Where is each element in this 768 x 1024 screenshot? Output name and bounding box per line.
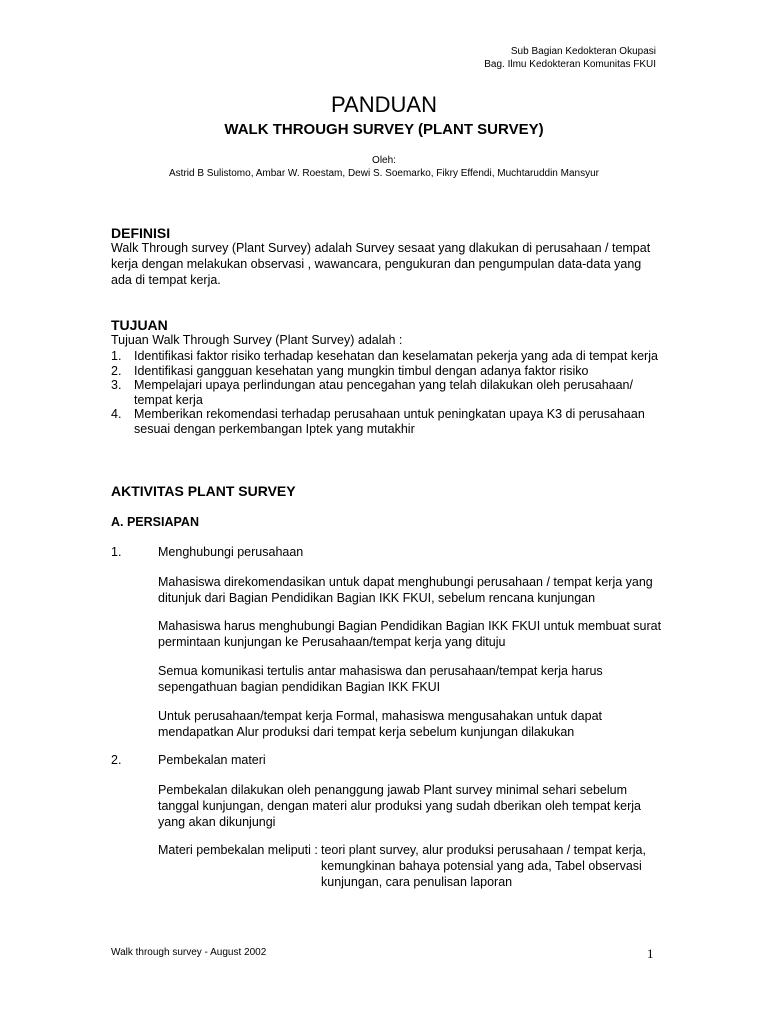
tujuan-heading: TUJUAN bbox=[111, 317, 168, 333]
materi-definition-row bbox=[158, 842, 658, 890]
step-2-paragraph: Pembekalan dilakukan oleh penanggung jawab Plant survey minimal sehari sebelum tanggal kunjungan, dengan materi alur produksi yang sudah dberikan oleh tempat kerja yang akan dikunjungi bbox=[158, 783, 641, 829]
step-1-number: 1. bbox=[111, 545, 122, 559]
document-subtitle: WALK THROUGH SURVEY (PLANT SURVEY) bbox=[224, 121, 544, 138]
list-item-text: Identifikasi faktor risiko terhadap kesehatan dan keselamatan pekerja yang ada di tempat kerja bbox=[134, 349, 658, 363]
list-item-number: 1. bbox=[111, 349, 122, 363]
list-item-number: 2. bbox=[111, 363, 122, 378]
materi-term: Materi pembekalan meliputi : bbox=[158, 843, 318, 857]
list-item-number: 3. bbox=[111, 378, 122, 392]
page-number: 1 bbox=[647, 946, 654, 961]
section-a-heading: A. PERSIAPAN bbox=[111, 515, 199, 529]
step-2-label: Pembekalan materi bbox=[158, 753, 266, 767]
list-item bbox=[111, 378, 671, 407]
step-1-label: Menghubungi perusahaan bbox=[158, 545, 304, 559]
definisi-text: Walk Through survey (Plant Survey) adalah Survey sesaat yang dlakukan di perusahaan / tempat kerja dengan melakukan observasi , wawancara, pengukuran dan pengumpulan data-data yang ada di tempat kerja. bbox=[111, 241, 651, 287]
step-1-heading bbox=[111, 545, 303, 560]
list-item bbox=[111, 407, 671, 436]
step-1-paragraph: Mahasiswa harus menghubungi Bagian Pendidikan Bagian IKK FKUI untuk membuat surat permintaan kunjungan ke Perusahaan/tempat kerja yang dituju bbox=[158, 619, 662, 649]
institution-line-2: Bag. Ilmu Kedokteran Komunitas FKUI bbox=[484, 59, 656, 70]
list-item-text: Identifikasi gangguan kesehatan yang mungkin timbul dengan adanya faktor risiko bbox=[134, 363, 589, 378]
document-title: PANDUAN bbox=[331, 92, 437, 117]
tujuan-list bbox=[111, 349, 671, 436]
step-1-paragraph: Semua komunikasi tertulis antar mahasiswa dan perusahaan/tempat kerja harus sepengathuan bagian pendidikan Bagian IKK FKUI bbox=[158, 664, 603, 694]
by-label: Oleh: bbox=[372, 155, 396, 166]
step-2-number: 2. bbox=[111, 753, 122, 767]
list-item-number: 4. bbox=[111, 407, 122, 421]
page-footer: Walk through survey - August 2002 bbox=[111, 947, 267, 958]
aktivitas-heading: AKTIVITAS PLANT SURVEY bbox=[111, 483, 296, 499]
materi-description: teori plant survey, alur produksi perusahaan / tempat kerja, kemungkinan bahaya potensial yang ada, Tabel observasi kunjungan, cara penulisan laporan bbox=[321, 843, 646, 889]
step-1-paragraph: Untuk perusahaan/tempat kerja Formal, mahasiswa mengusahakan untuk dapat mendapatkan Alur produksi dari tempat kerja sebelum kunjungan dilakukan bbox=[158, 709, 603, 739]
institution-header bbox=[484, 45, 656, 71]
list-item-text: Mempelajari upaya perlindungan atau pencegahan yang telah dilakukan oleh perusahaan/ tempat kerja bbox=[134, 378, 633, 407]
step-2-heading bbox=[111, 753, 266, 768]
list-item bbox=[111, 349, 671, 364]
list-item-text: Memberikan rekomendasi terhadap perusahaan untuk peningkatan upaya K3 di perusahaan sesuai dengan perkembangan Iptek yang mutakhir bbox=[134, 407, 645, 436]
institution-line-1: Sub Bagian Kedokteran Okupasi bbox=[510, 46, 656, 57]
tujuan-intro: Tujuan Walk Through Survey (Plant Survey) adalah : bbox=[111, 333, 403, 347]
step-1-paragraph: Mahasiswa direkomendasikan untuk dapat menghubungi perusahaan / tempat kerja yang ditunjuk dari Bagian Pendidikan Bagian IKK FKUI, sebelum rencana kunjungan bbox=[158, 575, 653, 605]
definisi-heading: DEFINISI bbox=[111, 225, 171, 241]
authors-list: Astrid B Sulistomo, Ambar W. Roestam, Dewi S. Soemarko, Fikry Effendi, Muchtaruddin Mansyur bbox=[169, 168, 599, 179]
list-item bbox=[111, 364, 671, 379]
